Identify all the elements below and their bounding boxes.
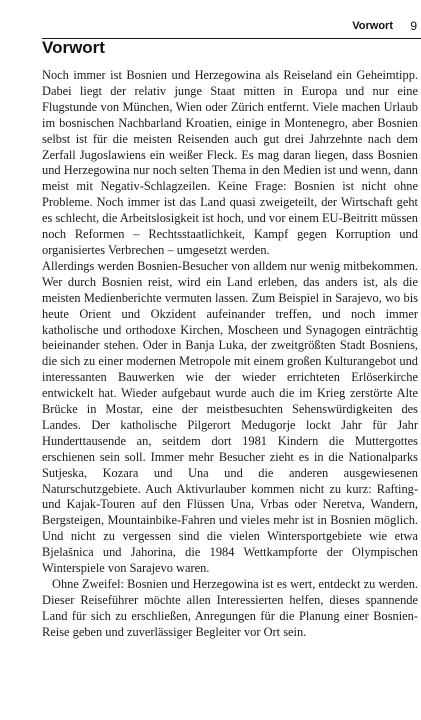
paragraph-conclusion: Ohne Zweifel: Bosnien und Herzegowina ist es wert, entdeckt zu werden. Dieser Reiseführer möchte allen Interessierten helfen, dieses spannende Land für sich zu erschließen, Anregungen für die Planung einer Bosnien-Reise geben und zuverlässiger Begleiter vor Ort sein. — [42, 577, 418, 639]
paragraph-highlights: Allerdings werden Bosnien-Besucher von alldem nur wenig mitbekommen. Wer durch Bosnien reist, wird ein Land erleben, das anders ist, als die meisten Medienberichte vermuten lassen. Zum Beispiel in Sarajevo, wo bis heute Orient und Okzident aufeinander treffen, und noch immer katholische und orthodoxe Kirchen, Moscheen und Synagogen einträchtig beieinander stehen. Oder in Banja Luka, der zweitgrößten Stadt Bosniens, die sich zu einer modernen Metropole mit einem großen Kulturangebot und interessanten Bauwerken wie der wieder errichteten Erlöserkirche entwickelt hat. Wieder aufgebaut wurde auch die im Krieg zerstörte Alte Brücke in Mostar, eine der meistbesuchten Sehenswürdigkeiten des Landes. Der katholische Pilgerort Medugorje lockt Jahr für Jahr Hunderttausende an, seitdem dort 1981 Kindern die Muttergottes erschienen sein soll. Immer mehr Besucher zieht es in die Nationalparks Sutjeska, Kozara und Una und die anderen ausgewiesenen Naturschutzgebiete. Auch Aktivurlauber kommen nicht zu kurz: Rafting- und Kajak-Touren auf den Flüssen Una, Vrbas oder Neretva, Wandern, Bergsteigen, Mountainbike-Fahren und vieles mehr ist in Bosnien möglich. Und nicht zu vergessen sind die vielen Wintersportgebiete wie etwa Bjelašnica und Jahorina, die 1984 Wettkampforte der Olympischen Winterspiele von Sarajevo waren. — [42, 258, 418, 576]
paragraph-intro: Noch immer ist Bosnien und Herzegowina als Reiseland ein Geheimtipp. Dabei liegt der relativ junge Staat mitten in Europa und nur eine Flugstunde von München, Wien oder Zürich entfernt. Viele machen Urlaub im bosnischen Nachbarland Kroatien, einige in Montenegro, aber Bosnien selbst ist für die meisten Reisenden auch gut drei Jahrzehnte nach dem Zerfall Jugoslawiens ein weißer Fleck. Es mag daran liegen, dass Bosnien und Herzegowina nur noch selten Thema in den Medien ist und wenn, dann meist mit Negativ-Schlagzeilen. Keine Frage: Bosnien ist nicht ohne Probleme. Noch immer ist das Land quasi zweigeteilt, der Wirtschaft geht es schlecht, die Arbeitslosigkeit ist hoch, und vor einem EU-Beitritt müssen noch Reformen – Rechtsstaatlichkeit, Kampf gegen Korruption und organisiertes Verbrechen – umgesetzt werden. — [42, 68, 418, 257]
page-title: Vorwort — [42, 38, 105, 57]
running-header — [42, 18, 421, 39]
running-header-section: Vorwort — [352, 20, 393, 32]
page-number: 9 — [410, 19, 417, 33]
body-text — [42, 68, 418, 641]
